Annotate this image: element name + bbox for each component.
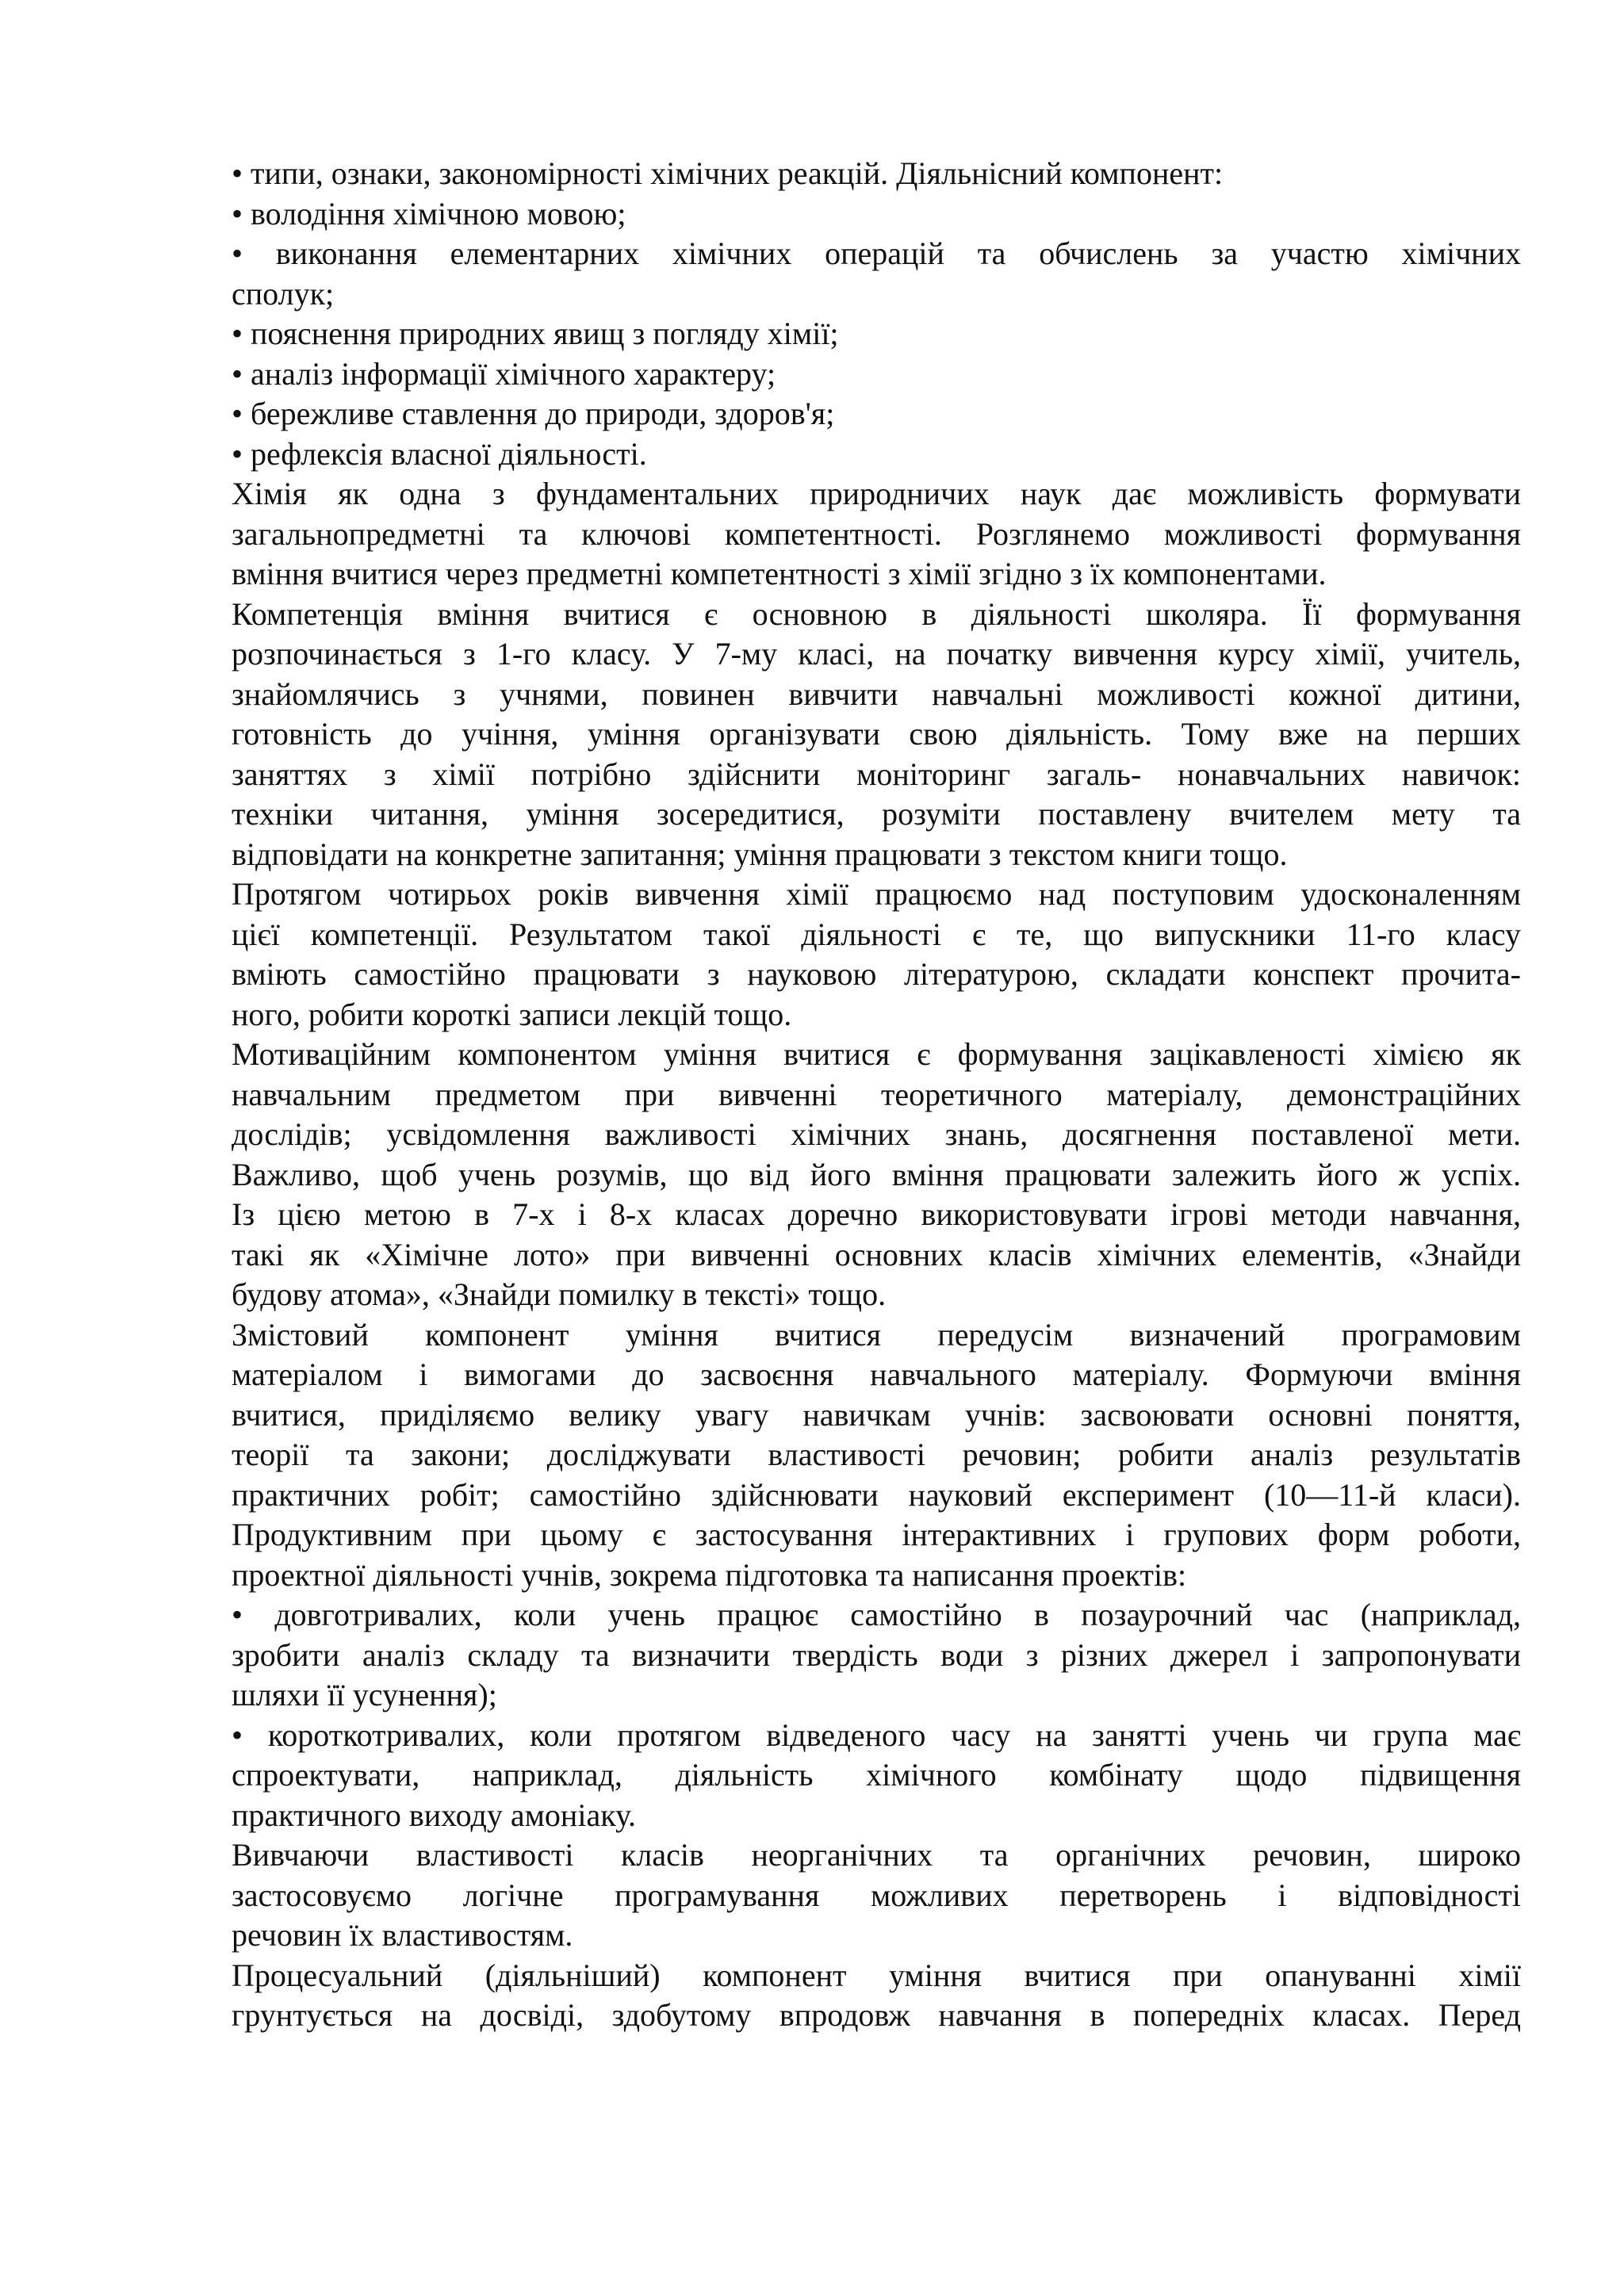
text-line: спроектувати, наприклад, діяльність хімічного комбінату щодо підвищення xyxy=(232,1757,1521,1793)
text-line: розпочинається з 1-го класу. У 7-му класі, на початку вивчення курсу хімії, учитель, xyxy=(232,636,1521,672)
text-line: Із цією метою в 7-х і 8-х класах доречно використовувати ігрові методи навчання, xyxy=(232,1196,1521,1232)
text-line: будову атома», «Знайди помилку в тексті» тощо. xyxy=(232,1276,887,1312)
text-line: загальнопредметні та ключові компетентності. Розглянемо можливості формування xyxy=(232,515,1521,552)
text-line: такі як «Хімічне лото» при вивченні основних класів хімічних елементів, «Знайди xyxy=(232,1236,1521,1272)
text-line: • аналіз інформації хімічного характеру; xyxy=(232,355,776,392)
text-line: • пояснення природних явищ з погляду хімії; xyxy=(232,316,839,351)
text-line: дослідів; усвідомлення важливості хімічних знань, досягнення поставленої мети. xyxy=(232,1116,1521,1152)
text-line: Змістовий компонент уміння вчитися передусім визначений програмовим xyxy=(232,1316,1521,1353)
text-line: практичного виходу амоніаку. xyxy=(232,1797,637,1833)
text-line: відповідати на конкретне запитання; уміння працювати з текстом книги тощо. xyxy=(232,836,1288,872)
text-line: вчитися, приділяємо велику увагу навичкам учнів: засвоювати основні поняття, xyxy=(232,1396,1521,1433)
text-line: вміють самостійно працювати з науковою літературою, складати конспект прочита- xyxy=(232,956,1521,992)
text-line: Продуктивним при цьому є застосування інтерактивних і групових форм роботи, xyxy=(232,1517,1521,1552)
text-line: практичних робіт; самостійно здійснювати науковий експеримент (10—11-й класи). xyxy=(232,1476,1521,1513)
text-line: • довготривалих, коли учень працює самостійно в позаурочний час (наприклад, xyxy=(232,1597,1521,1632)
text-line: Процесуальний (діяльніший) компонент уміння вчитися при опануванні хімії xyxy=(232,1957,1521,1993)
text-line: навчальним предметом при вивченні теоретичного матеріалу, демонстраційних xyxy=(232,1076,1521,1112)
text-line: • виконання елементарних хімічних операцій та обчислень за участю хімічних xyxy=(232,235,1521,271)
text-line: Компетенція вміння вчитися є основною в діяльності школяра. Її формування xyxy=(232,595,1521,632)
text-line: • короткотривалих, коли протягом відведеного часу на занятті учень чи група має xyxy=(232,1716,1521,1753)
text-line: Мотиваційним компонентом уміння вчитися є формування зацікавленості хімією як xyxy=(232,1036,1521,1072)
text-line: готовність до учіння, уміння організувати свою діяльність. Тому вже на перших xyxy=(232,716,1521,752)
text-line: сполук; xyxy=(232,275,335,312)
document-page xyxy=(232,154,1521,2036)
text-line: шляхи її усунення); xyxy=(232,1677,497,1712)
text-line: • бережливе ставлення до природи, здоров'я; xyxy=(232,396,835,431)
text-line: вміння вчитися через предметні компетентності з хімії згідно з їх компонентами. xyxy=(232,556,1327,591)
text-line: Вивчаючи властивості класів неорганічних та органічних речовин, широко xyxy=(232,1837,1521,1873)
text-line: • володіння хімічною мовою; xyxy=(232,195,626,232)
text-line: зробити аналіз складу та визначити твердість води з різних джерел і запропонувати xyxy=(232,1636,1521,1673)
text-line: матеріалом і вимогами до засвоєння навчального матеріалу. Формуючи вміння xyxy=(232,1357,1521,1392)
text-line: • рефлексія власної діяльності. xyxy=(232,435,647,472)
text-line: знайомлячись з учнями, повинен вивчити навчальні можливості кожної дитини, xyxy=(232,675,1521,712)
text-line: Хімія як одна з фундаментальних природничих наук дає можливість формувати xyxy=(232,476,1521,511)
text-line: застосовуємо логічне програмування можливих перетворень і відповідності xyxy=(232,1877,1521,1913)
text-line: Важливо, щоб учень розумів, що від його вміння працювати залежить його ж успіх. xyxy=(232,1156,1521,1192)
text-line: грунтується на досвіді, здобутому впродовж навчання в попередніх класах. Перед xyxy=(232,1997,1521,2033)
text-line: проектної діяльності учнів, зокрема підготовка та написання проектів: xyxy=(232,1556,1187,1593)
text-line: техніки читання, уміння зосередитися, розуміти поставлену вчителем мету та xyxy=(232,796,1521,832)
text-line: речовин їх властивостям. xyxy=(232,1917,573,1953)
text-line: • типи, ознаки, закономірності хімічних реакцій. Діяльнісний компонент: xyxy=(232,155,1224,191)
text-line: Протягом чотирьох років вивчення хімії працюємо над поступовим удосконаленням xyxy=(232,876,1521,912)
text-line: цієї компетенції. Результатом такої діяльності є те, що випускники 11-го класу xyxy=(232,916,1521,952)
text-line: ного, робити короткі записи лекцій тощо. xyxy=(232,996,792,1032)
text-line: заняттях з хімії потрібно здійснити моніторинг загаль- нонавчальних навичок: xyxy=(232,756,1521,792)
text-line: теорії та закони; досліджувати властивості речовин; робити аналіз результатів xyxy=(232,1437,1521,1472)
